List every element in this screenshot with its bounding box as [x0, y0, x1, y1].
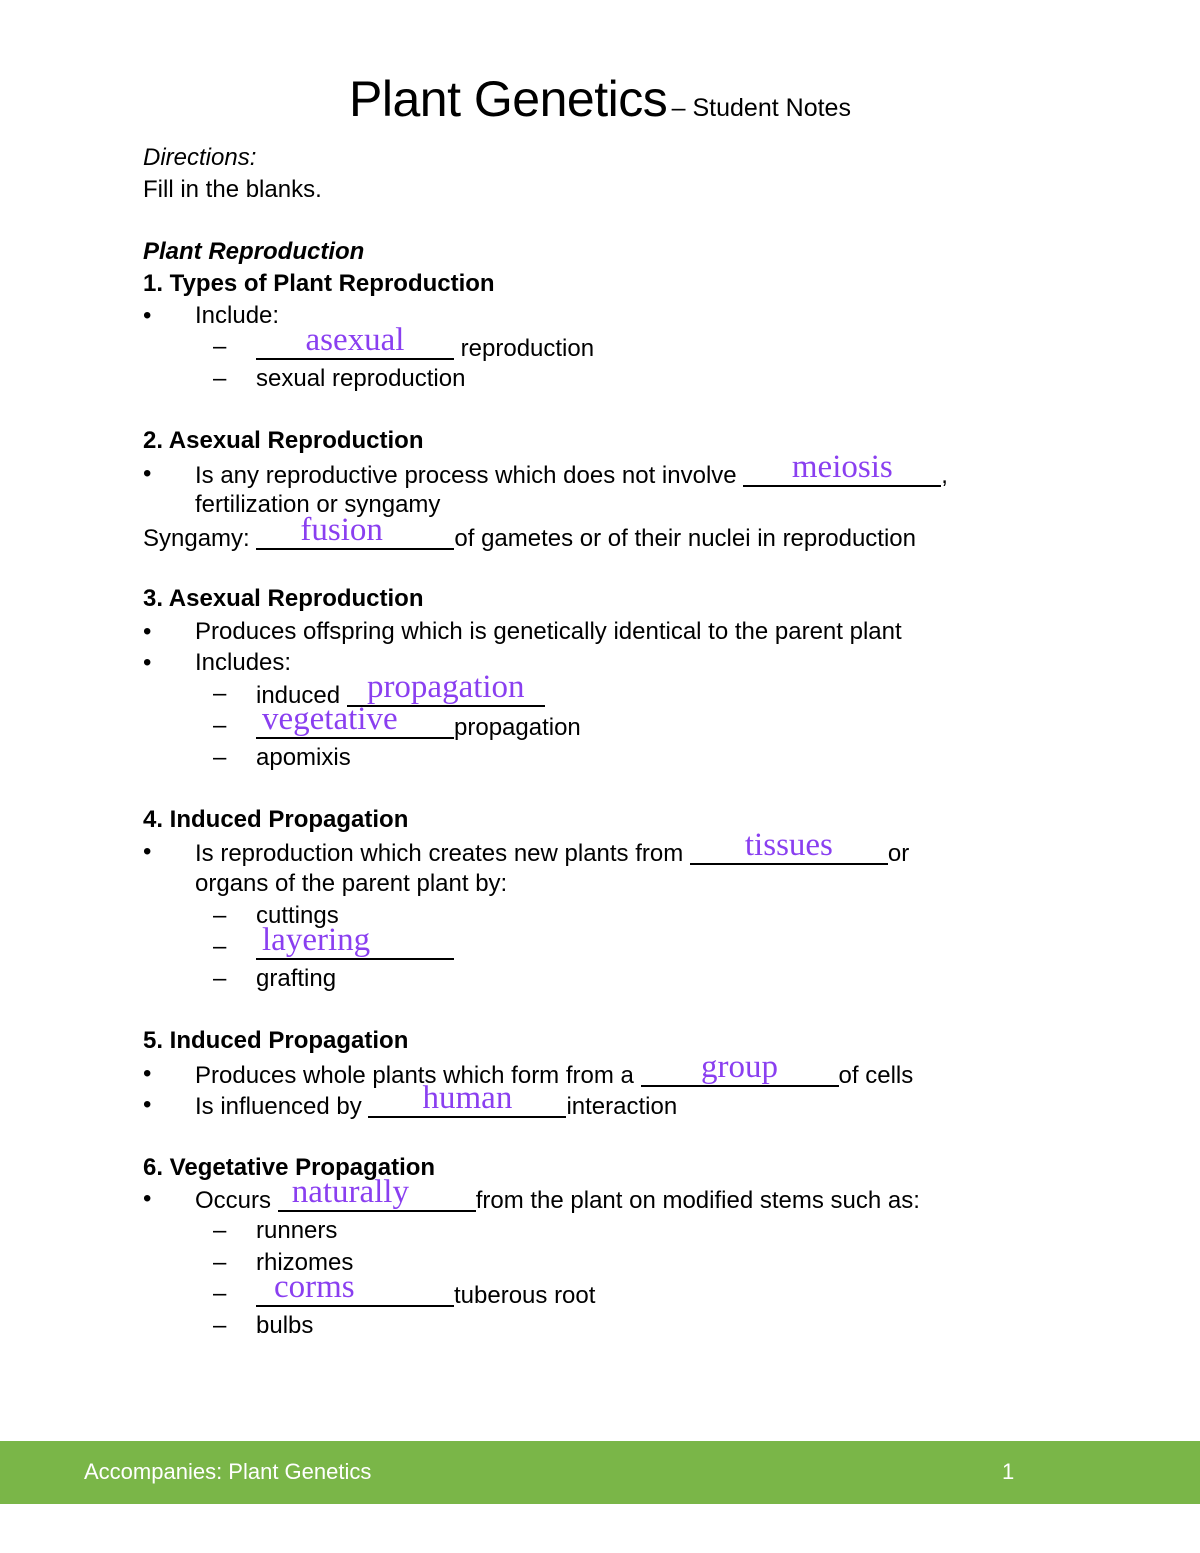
page-title: Plant Genetics [349, 71, 668, 127]
s3-item-2-text: propagation [454, 714, 581, 741]
bullet-glyph: • [143, 838, 152, 865]
s3-item-2 [256, 701, 581, 743]
dash-glyph: – [213, 965, 227, 992]
footer-bar [0, 1441, 1200, 1504]
directions-label: Directions: [143, 144, 257, 171]
s4-bullet-1 [195, 827, 910, 869]
syngamy-text: of gametes or of their nuclei in reproduction [454, 525, 916, 552]
answer-layering: layering [262, 922, 371, 958]
answer-propagation: propagation [366, 669, 525, 705]
answer-fusion: fusion [300, 512, 383, 548]
s5-heading: 5. Induced Propagation [143, 1027, 409, 1054]
section-heading: Plant Reproduction [143, 238, 365, 265]
s4-heading: 4. Induced Propagation [143, 806, 409, 833]
answer-vegetative: vegetative [262, 701, 398, 737]
page-subtitle: – Student Notes [671, 94, 851, 122]
s1-item-1-text: reproduction [454, 335, 595, 362]
answer-asexual: asexual [305, 322, 405, 358]
dash-glyph: – [213, 712, 227, 739]
s3-bullet-1: Produces offspring which is genetically identical to the parent plant [195, 618, 902, 645]
s1-heading: 1. Types of Plant Reproduction [143, 270, 495, 297]
s2-text-1b: , [941, 462, 948, 489]
blank-layering[interactable] [256, 922, 454, 960]
answer-group: group [701, 1049, 779, 1085]
page-number: 1 [1002, 1459, 1015, 1484]
s5-text-1: Produces whole plants which form from a [195, 1062, 641, 1089]
blank-vegetative[interactable] [256, 701, 454, 739]
blank-fusion[interactable] [256, 512, 454, 550]
s6-item-3 [256, 1269, 596, 1311]
s3-heading: 3. Asexual Reproduction [143, 585, 424, 612]
s3-bullet-2: Includes: [195, 649, 292, 676]
blank-meiosis[interactable] [743, 449, 941, 487]
bullet-glyph: • [143, 302, 152, 329]
s3-item-3: apomixis [256, 744, 351, 771]
bullet-glyph: • [143, 649, 152, 676]
s6-item-1: runners [256, 1217, 338, 1244]
bullet-glyph: • [143, 1091, 152, 1118]
dash-glyph: – [213, 333, 227, 360]
title-row [0, 70, 1200, 128]
bullet-glyph: • [143, 460, 152, 487]
directions-text: Fill in the blanks. [143, 176, 322, 203]
s4-text-2: organs of the parent plant by: [195, 870, 508, 897]
blank-naturally[interactable] [278, 1174, 476, 1212]
dash-glyph: – [213, 1280, 227, 1307]
s6-bullet-1 [195, 1174, 920, 1216]
answer-human: human [422, 1080, 513, 1116]
dash-glyph: – [213, 1249, 227, 1276]
s4-text-1b: or [887, 840, 910, 867]
s4-item-3: grafting [256, 965, 337, 992]
bullet-glyph: • [143, 618, 152, 645]
s5-bullet-2 [195, 1080, 678, 1122]
dash-glyph: – [213, 365, 227, 392]
dash-glyph: – [213, 1312, 227, 1339]
s5-text-2b: interaction [566, 1093, 678, 1120]
s1-item-2: sexual reproduction [256, 365, 466, 392]
s6-text-1b: from the plant on modified stems such as: [475, 1187, 920, 1214]
s1-item-1 [256, 322, 595, 364]
s2-heading: 2. Asexual Reproduction [143, 427, 424, 454]
answer-corms: corms [274, 1269, 355, 1305]
blank-group[interactable] [641, 1049, 839, 1087]
dash-glyph: – [213, 933, 227, 960]
footer-text: Accompanies: Plant Genetics [84, 1459, 372, 1484]
s3-item-1-text: induced [256, 682, 347, 709]
s6-item-2: rhizomes [256, 1249, 354, 1276]
blank-human[interactable] [368, 1080, 566, 1118]
s1-bullet-include: Include: [195, 302, 280, 329]
bullet-glyph: • [143, 1060, 152, 1087]
syngamy-label: Syngamy: [143, 525, 257, 552]
s6-item-4: bulbs [256, 1312, 314, 1339]
s6-text-1: Occurs [195, 1187, 278, 1214]
s4-item-1: cuttings [256, 902, 339, 929]
answer-tissues: tissues [744, 827, 833, 863]
s2-syngamy [143, 512, 916, 554]
dash-glyph: – [213, 744, 227, 771]
s4-text-1: Is reproduction which creates new plants from [195, 840, 690, 867]
s5-text-1b: of cells [838, 1062, 914, 1089]
s4-item-2 [256, 922, 454, 964]
dash-glyph: – [213, 680, 227, 707]
bullet-glyph: • [143, 1185, 152, 1212]
s2-bullet-1 [195, 449, 948, 491]
s2-text-2: fertilization or syngamy [195, 491, 441, 518]
s6-heading: 6. Vegetative Propagation [143, 1154, 436, 1181]
s5-text-2: Is influenced by [195, 1093, 369, 1120]
dash-glyph: – [213, 902, 227, 929]
blank-asexual[interactable] [256, 322, 454, 360]
dash-glyph: – [213, 1217, 227, 1244]
blank-corms[interactable] [256, 1269, 454, 1307]
s2-text-1: Is any reproductive process which does not involve [195, 462, 744, 489]
answer-naturally: naturally [291, 1174, 409, 1210]
answer-meiosis: meiosis [791, 449, 893, 485]
blank-tissues[interactable] [690, 827, 888, 865]
s6-item-3-text: tuberous root [454, 1282, 596, 1309]
